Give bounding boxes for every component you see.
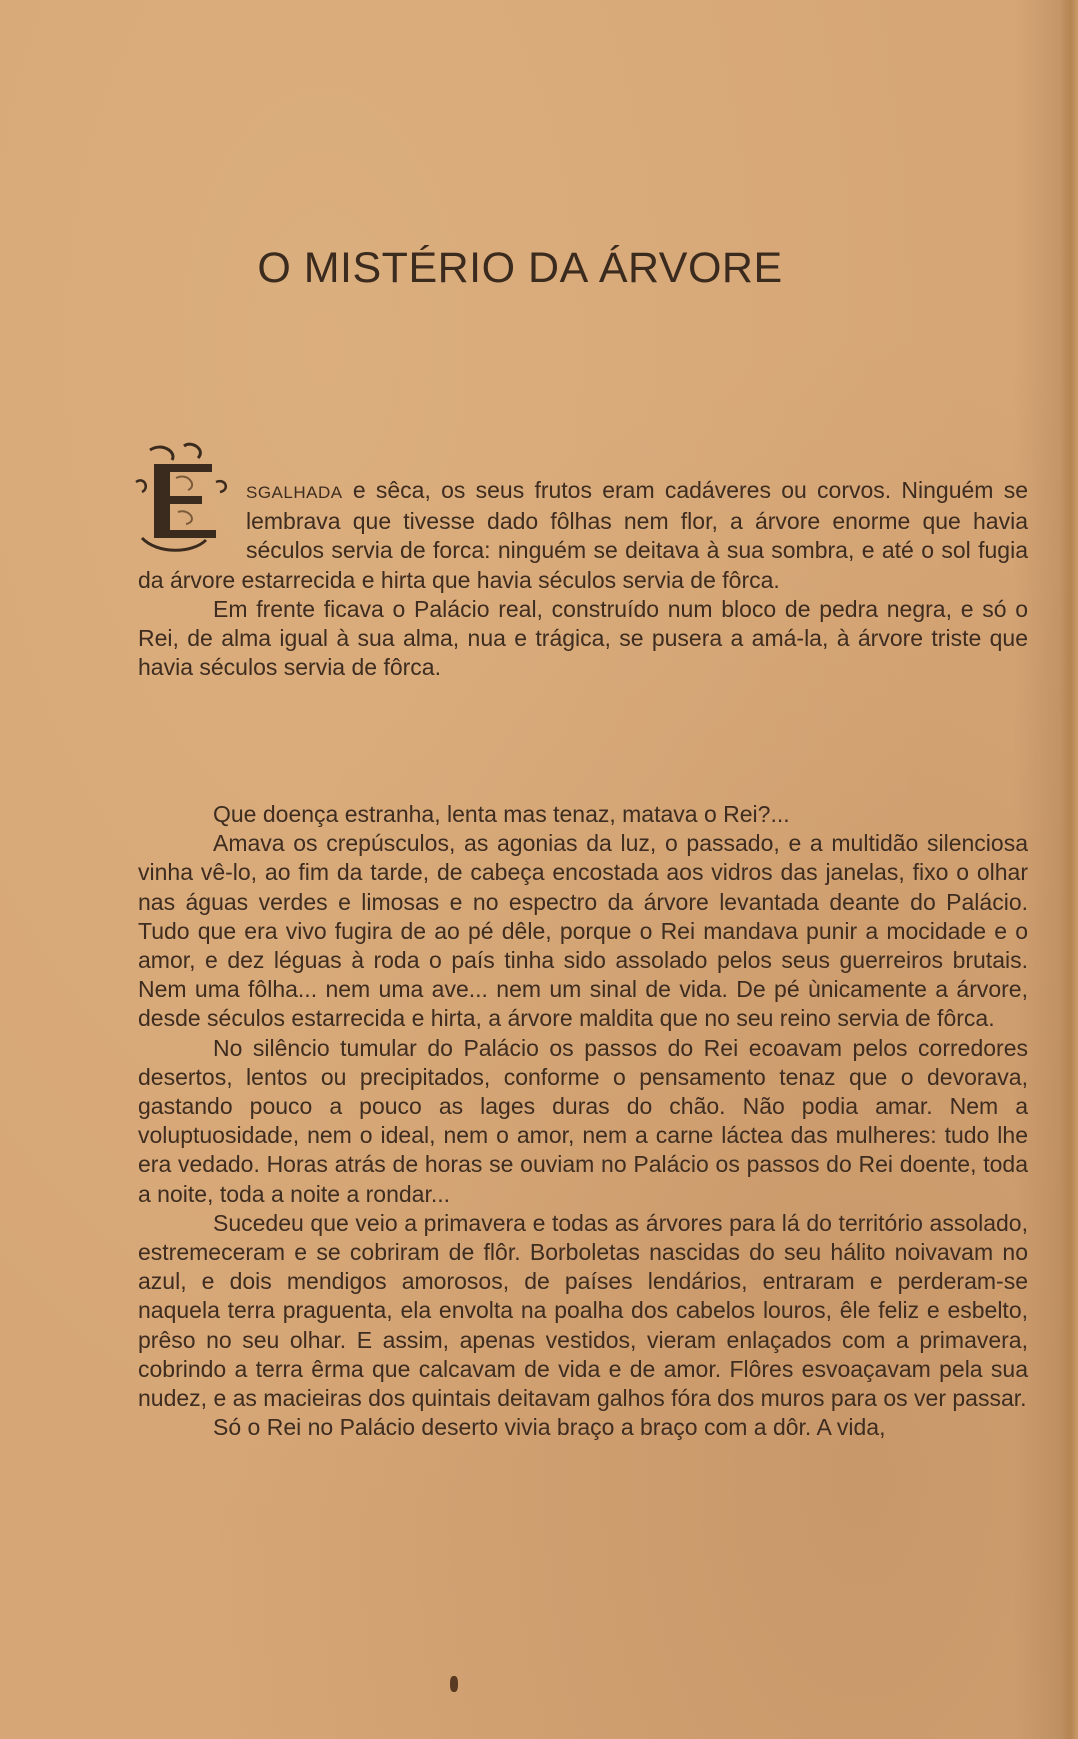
paragraph-4: Amava os crepúsculos, as agonias da luz, o passado, e a multidão silenciosa vinha vê-lo, ao fim da tarde, de cabeça encostada aos vidros das janelas, fixo o olhar nas águas verdes e limosas e no espectro da árvore levantada deante do Palácio. Tudo que era vivo fugira de ao pé dêle, porque o Rei mandava punir a mocidade e o amor, e dez léguas à roda o país tinha sido assolado pelos seus guerreiros brutais. Nem uma fôlha... nem uma ave... nem um sinal de vida. De pé ùnicamente a árvore, desde séculos estarrecida e hirta, a árvore maldita que no seu reino servia de fôrca.	[138, 830, 1028, 1032]
paragraph-5: No silêncio tumular do Palácio os passos do Rei ecoavam pelos corredores desertos, lentos ou precipitados, conforme o pensamento tenaz que o devorava, gastando pouco a pouco as lages duras do chão. Não podia amar. Nem a voluptuosidade, nem o ideal, nem o amor, nem a carne láctea das mulheres: tudo lhe era vedado. Horas atrás de horas se ouviam no Palácio os passos do Rei doente, toda a noite, toda a noite a rondar...	[138, 1034, 1028, 1207]
page-edge	[1060, 0, 1078, 1739]
ink-mark	[450, 1676, 458, 1692]
paragraph-2: Em frente ficava o Palácio real, construído num bloco de pedra negra, e só o Rei, de alma igual à sua alma, nua e trágica, se pusera a amá-la, à árvore triste que havia séculos servia de fôrca.	[138, 595, 1028, 681]
body-paragraphs	[138, 800, 1028, 1442]
paragraph-7: Só o Rei no Palácio deserto vivia braço a braço com a dôr. A vida,	[213, 1414, 886, 1441]
paragraph-1-text: e sêca, os seus frutos eram cadáveres ou corvos. Ninguém se lembrava que tivesse dado fôlhas nem flor, a árvore enorme que havia séculos servia de forca: ninguém se deitava à sua sombra, e até o sol fugia da árvore estarrecida e hirta que havia séculos servia de fôrca.	[138, 477, 1028, 593]
paragraph-6: Sucedeu que veio a primavera e todas as árvores para lá do território assolado, estremeceram e se cobriram de flôr. Borboletas nascidas do seu hálito noivavam no azul, e dois mendigos amorosos, de países lendários, entraram e perderam-se naquela terra praguenta, ela envolta na poalha dos cabelos louros, êle feliz e esbelto, prêso no seu olhar. E assim, apenas vestidos, vieram enlaçados com a primavera, cobrindo a terra êrma que calcavam de vida e de amor. Flôres esvoaçavam pela sua nudez, e as macieiras dos quintais deitavam galhos fóra dos muros para os ver passar.	[138, 1209, 1028, 1412]
chapter-title: O MISTÉRIO DA ÁRVORE	[257, 244, 783, 292]
opening-smallcaps: SGALHADA	[246, 483, 343, 502]
ornamental-dropcap-e-icon	[132, 442, 232, 560]
paragraph-3: Que doença estranha, lenta mas tenaz, matava o Rei?...	[213, 801, 790, 827]
opening-paragraphs	[138, 476, 1028, 682]
